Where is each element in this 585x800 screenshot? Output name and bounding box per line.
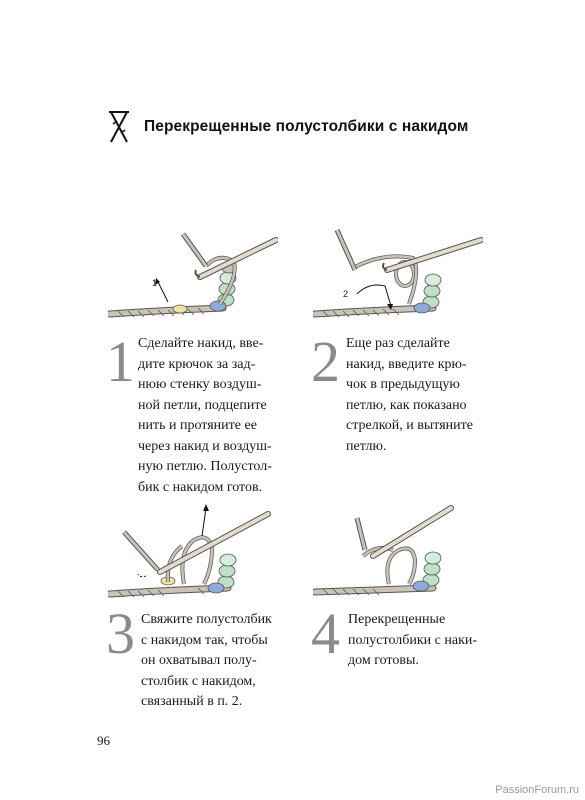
page-number: 96 xyxy=(97,733,110,748)
text-line: Еще раз сделайте xyxy=(346,336,450,351)
yarn-column xyxy=(413,552,441,591)
step-number-4: 4 xyxy=(311,601,340,666)
text-line: нить и протяните ее xyxy=(138,418,257,433)
text-line: нюю стенку воздуш- xyxy=(138,377,262,392)
text-line: через накид и воздуш- xyxy=(138,438,272,454)
text-line: ную петлю. Полустол- xyxy=(138,459,272,474)
crochet-hook xyxy=(160,514,268,572)
page-title: Перекрещенные полустолбики с накидом xyxy=(144,118,469,135)
text-line: с накидом так, чтобы xyxy=(141,632,268,648)
step-4-illustration xyxy=(313,502,483,612)
text-line: он охватывал полу- xyxy=(141,653,257,668)
step-3-text xyxy=(141,610,272,713)
watermark: PassionForum.ru xyxy=(495,784,579,796)
section-header xyxy=(108,110,468,144)
text-line: стрелкой, и вытяните xyxy=(346,418,473,433)
text-line: ной петли, подцепите xyxy=(138,397,267,413)
text-line: связанный в п. 2. xyxy=(141,694,243,709)
text-line: полустолбики с нaки- xyxy=(348,632,478,648)
text-line: бик с накидом готов. xyxy=(138,479,263,495)
arrow-label: 1 xyxy=(152,278,158,288)
step-number-2: 2 xyxy=(311,329,340,394)
text-line: столбик с накидом, xyxy=(141,673,256,689)
arrow-2 xyxy=(357,285,393,310)
crossed-stitch-symbol-icon xyxy=(108,110,130,144)
step-2-text xyxy=(346,334,473,457)
step-2-illustration xyxy=(313,222,483,332)
text-line: Сделайте накид, вве- xyxy=(138,336,264,351)
step-4-text xyxy=(348,610,477,672)
yarn-column xyxy=(396,262,441,313)
text-line: петлю, как показано xyxy=(346,397,467,413)
text-line: Перекрещенные xyxy=(348,612,446,627)
arrow-up xyxy=(202,504,209,536)
text-line: петлю. xyxy=(346,438,387,454)
step-1-text xyxy=(138,334,272,498)
text-line: дите крючок за зад- xyxy=(138,356,256,372)
chain-row xyxy=(110,305,223,317)
text-line: Свяжите полустолбик xyxy=(141,612,272,627)
text-line: чок в предыдущую xyxy=(346,377,460,392)
arrow-label: 2 xyxy=(343,289,349,299)
step-1-illustration xyxy=(108,222,278,332)
step-3-illustration xyxy=(108,502,278,612)
step-number-1: 1 xyxy=(106,329,135,394)
step-number-3: 3 xyxy=(106,601,135,666)
text-line: накид, введите крю- xyxy=(346,356,467,372)
text-line: дом готовы. xyxy=(348,653,419,668)
